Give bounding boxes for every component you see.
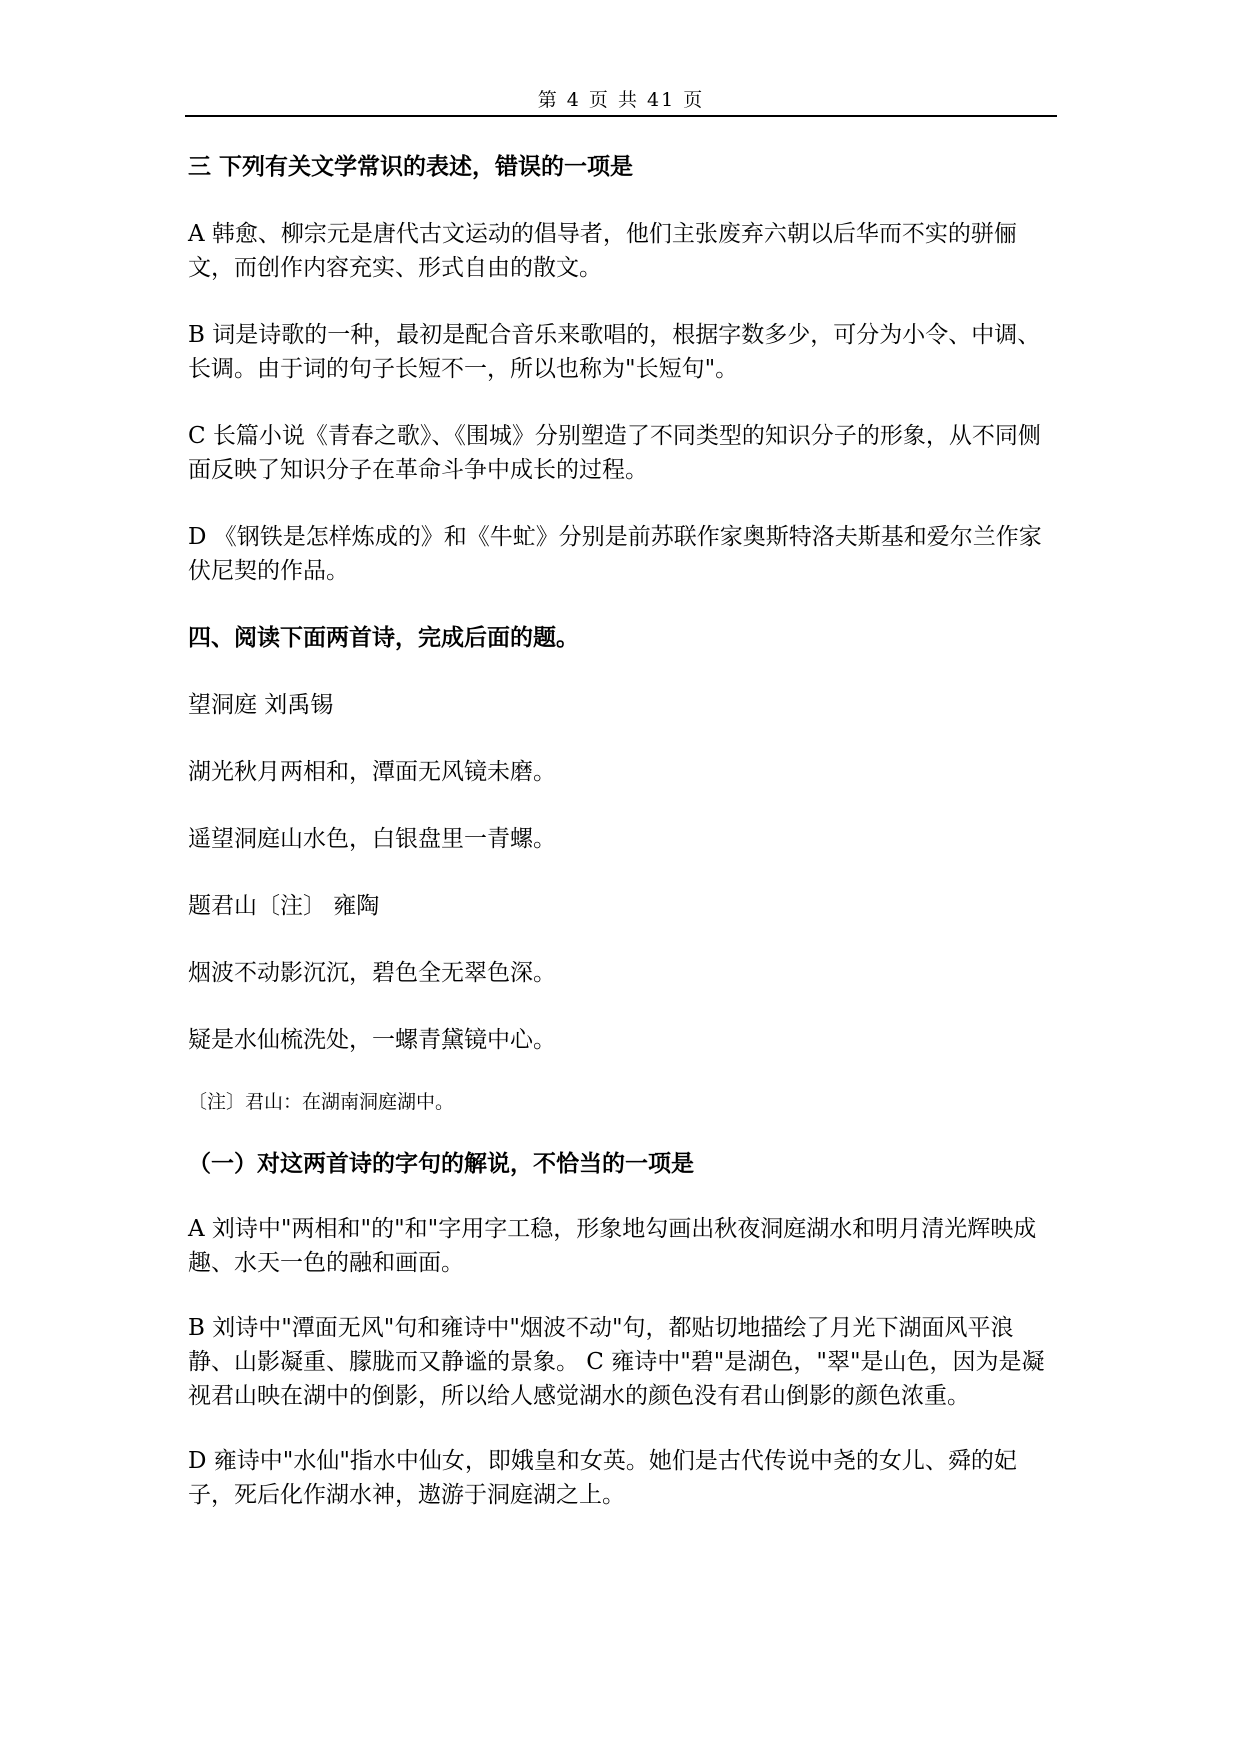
question-3-option-a: A 韩愈、柳宗元是唐代古文运动的倡导者，他们主张废弃六朝以后华而不实的骈俪文，而创作内容充实、形式自由的散文。 xyxy=(188,221,1017,281)
question-3-option-d: D 《钢铁是怎样炼成的》和《牛虻》分别是前苏联作家奥斯特洛夫斯基和爱尔兰作家伏尼契的作品。 xyxy=(188,524,1042,584)
page-header: 第 4 页 共 41 页 xyxy=(537,89,705,111)
poem-1-title: 望洞庭 刘禹锡 xyxy=(188,692,334,718)
question-3-option-b: B 词是诗歌的一种，最初是配合音乐来歌唱的，根据字数多少，可分为小令、中调、长调。由于词的句子长短不一，所以也称为"长短句"。 xyxy=(188,322,1041,382)
poem-2-line-1: 烟波不动影沉沉，碧色全无翠色深。 xyxy=(188,960,556,986)
poem-2-line-2: 疑是水仙梳洗处，一螺青黛镜中心。 xyxy=(188,1027,556,1053)
question-3-title: 三 下列有关文学常识的表述，错误的一项是 xyxy=(188,153,634,180)
poem-1-line-2: 遥望洞庭山水色，白银盘里一青螺。 xyxy=(188,826,556,852)
question-4-1-option-a: A 刘诗中"两相和"的"和"字用字工稳，形象地勾画出秋夜洞庭湖水和明月清光辉映成趣、水天一色的融和画面。 xyxy=(188,1216,1037,1276)
page-content xyxy=(188,150,1058,1512)
question-4-1-option-b-c: B 刘诗中"潭面无风"句和雍诗中"烟波不动"句，都贴切地描绘了月光下湖面风平浪静、山影凝重、朦胧而又静谧的景象。 C 雍诗中"碧"是湖色，"翠"是山色，因为是凝视君山映在湖中的倒影，所以给人感觉湖水的颜色没有君山倒影的颜色浓重。 xyxy=(188,1315,1045,1409)
header-divider xyxy=(185,115,1057,117)
question-4-1-option-d: D 雍诗中"水仙"指水中仙女，即娥皇和女英。她们是古代传说中尧的女儿、舜的妃子，死后化作湖水神，遨游于洞庭湖之上。 xyxy=(188,1448,1017,1508)
question-3-option-c: C 长篇小说《青春之歌》、《围城》分别塑造了不同类型的知识分子的形象，从不同侧面反映了知识分子在革命斗争中成长的过程。 xyxy=(188,423,1041,483)
question-4-1-title: （一）对这两首诗的字句的解说，不恰当的一项是 xyxy=(188,1150,694,1177)
poem-2-title: 题君山〔注〕 雍陶 xyxy=(188,893,380,919)
poem-1-line-1: 湖光秋月两相和，潭面无风镜未磨。 xyxy=(188,759,556,785)
poem-note: 〔注〕君山：在湖南洞庭湖中。 xyxy=(188,1091,455,1113)
question-4-title: 四、阅读下面两首诗，完成后面的题。 xyxy=(188,624,579,651)
